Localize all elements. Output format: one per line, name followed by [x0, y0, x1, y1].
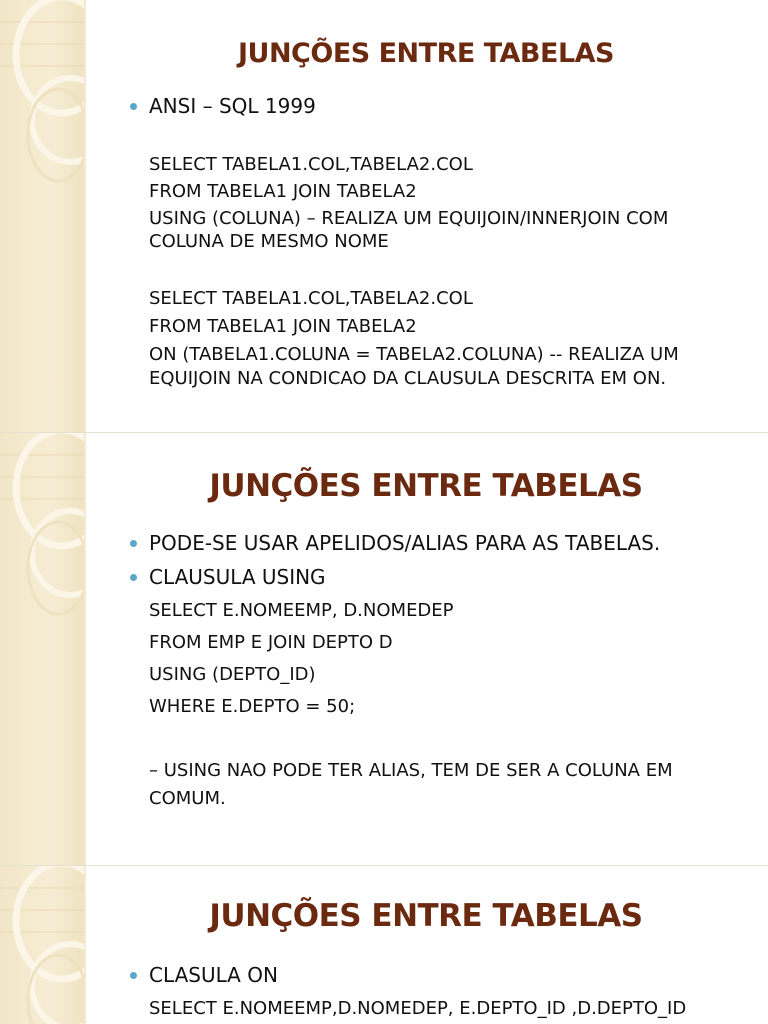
decorative-rings-icon: [0, 0, 84, 432]
decorative-side-band: [0, 0, 84, 432]
slide-title: JUNÇÕES ENTRE TABELAS: [209, 898, 643, 934]
sql-line: FROM TABELA1 JOIN TABELA2: [149, 316, 417, 337]
slide-title: JUNÇÕES ENTRE TABELAS: [209, 468, 643, 504]
bullet-item: [130, 565, 326, 589]
bullet-item: [130, 963, 278, 987]
slide-1: [0, 0, 768, 432]
slide-title: JUNÇÕES ENTRE TABELAS: [237, 38, 614, 69]
sql-line: SELECT TABELA1.COL,TABELA2.COL: [149, 154, 473, 175]
bullet-text: CLASULA ON: [149, 963, 278, 987]
bullet-text: ANSI – SQL 1999: [149, 94, 316, 118]
bullet-dot-icon: [130, 972, 137, 979]
sql-line: USING (COLUNA) – REALIZA UM EQUIJOIN/INNERJOIN COM: [149, 208, 669, 229]
sql-line: EQUIJOIN NA CONDICAO DA CLAUSULA DESCRITA EM ON.: [149, 368, 667, 389]
decorative-side-band: [0, 866, 84, 1024]
bullet-item: [130, 531, 660, 555]
bullet-dot-icon: [130, 103, 137, 110]
bullet-text: PODE-SE USAR APELIDOS/ALIAS PARA AS TABELAS.: [149, 531, 661, 555]
sql-line: COLUNA DE MESMO NOME: [149, 231, 389, 252]
note-line: COMUM.: [149, 788, 226, 809]
sql-line: SELECT E.NOMEEMP, D.NOMEDEP: [149, 600, 454, 621]
sql-line: SELECT E.NOMEEMP,D.NOMEDEP, E.DEPTO_ID ,D.DEPTO_ID: [149, 998, 687, 1019]
sql-line: SELECT TABELA1.COL,TABELA2.COL: [149, 288, 473, 309]
bullet-item: [130, 94, 316, 118]
note-line: – USING NAO PODE TER ALIAS, TEM DE SER A COLUNA EM: [149, 760, 673, 781]
bullet-dot-icon: [130, 574, 137, 581]
decorative-rings-icon: [0, 433, 84, 865]
sql-line: ON (TABELA1.COLUNA = TABELA2.COLUNA) -- REALIZA UM: [149, 344, 679, 365]
decorative-side-band: [0, 433, 84, 865]
sql-line: FROM TABELA1 JOIN TABELA2: [149, 181, 417, 202]
decorative-rings-icon: [0, 866, 84, 1024]
bullet-text: CLAUSULA USING: [149, 565, 326, 589]
bullet-dot-icon: [130, 540, 137, 547]
sql-line: FROM EMP E JOIN DEPTO D: [149, 632, 393, 653]
sql-line: WHERE E.DEPTO = 50;: [149, 696, 356, 717]
sql-line: USING (DEPTO_ID): [149, 664, 316, 685]
